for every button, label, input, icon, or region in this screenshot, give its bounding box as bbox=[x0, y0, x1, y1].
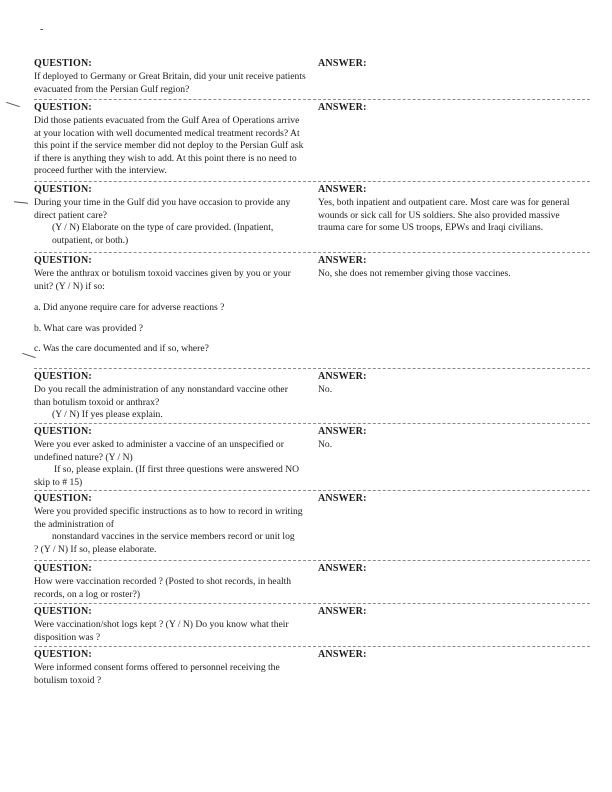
answer-block bbox=[318, 426, 586, 452]
answer-header: ANSWER: bbox=[318, 255, 367, 266]
answer-text: No. bbox=[318, 384, 333, 396]
row-divider bbox=[34, 99, 590, 100]
row-divider bbox=[34, 423, 590, 424]
question-subtext: nonstandard vaccines in the service members record or unit log bbox=[52, 531, 295, 543]
question-text: Were you provided specific instructions as to how to record in writing the administration of bbox=[34, 506, 303, 530]
question-header: QUESTION: bbox=[34, 371, 92, 382]
answer-text: No. bbox=[318, 439, 333, 451]
question-text: During your time in the Gulf did you have occasion to provide any direct patient care? bbox=[34, 197, 291, 221]
row-divider bbox=[34, 603, 590, 604]
question-subtext: ? (Y / N) If so, please elaborate. bbox=[34, 543, 157, 555]
answer-block bbox=[318, 58, 586, 71]
answer-block bbox=[318, 493, 586, 506]
question-header: QUESTION: bbox=[34, 255, 92, 266]
answer-block bbox=[318, 102, 586, 115]
sub-question-a: a. Did anyone require care for adverse reactions ? bbox=[34, 302, 225, 314]
question-block bbox=[34, 255, 306, 355]
question-block bbox=[34, 58, 306, 96]
question-text: Were you ever asked to administer a vaccine of an unspecified or undefined nature? (Y / N) bbox=[34, 439, 284, 463]
sub-question-c: c. Was the care documented and if so, where? bbox=[34, 343, 209, 355]
answer-block bbox=[318, 649, 586, 662]
margin-mark bbox=[14, 201, 28, 203]
page-mark: - bbox=[40, 24, 44, 35]
question-header: QUESTION: bbox=[34, 649, 92, 660]
answer-block bbox=[318, 184, 586, 235]
row-divider bbox=[34, 560, 590, 561]
question-block bbox=[34, 493, 306, 556]
question-header: QUESTION: bbox=[34, 563, 92, 574]
question-text: Do you recall the administration of any nonstandard vaccine other than botulism toxoid or anthrax? bbox=[34, 384, 288, 408]
margin-mark bbox=[6, 102, 20, 107]
row-divider bbox=[34, 490, 590, 491]
answer-header: ANSWER: bbox=[318, 184, 367, 195]
question-header: QUESTION: bbox=[34, 606, 92, 617]
question-text: Were informed consent forms offered to personnel receiving the botulism toxoid ? bbox=[34, 662, 280, 686]
row-divider bbox=[34, 368, 590, 369]
question-subtext: If so, please explain. (If first three questions were answered NO skip to # 15) bbox=[34, 464, 300, 488]
sub-question-b: b. What care was provided ? bbox=[34, 322, 144, 334]
answer-text: No, she does not remember giving those vaccines. bbox=[318, 268, 511, 280]
question-block bbox=[34, 563, 306, 601]
question-block bbox=[34, 426, 306, 489]
question-subtext: (Y / N) If yes please explain. bbox=[52, 409, 163, 421]
answer-text: Yes, both inpatient and outpatient care. Most care was for general wounds or sick call for US soldiers. She also provided massive trauma care for some US troops, EPWs and Iraqi civilians. bbox=[318, 197, 570, 234]
answer-header: ANSWER: bbox=[318, 563, 367, 574]
answer-header: ANSWER: bbox=[318, 371, 367, 382]
question-block bbox=[34, 649, 306, 687]
question-text: Were the anthrax or botulism toxoid vaccines given by you or your unit? (Y / N) if so: bbox=[34, 268, 291, 292]
answer-header: ANSWER: bbox=[318, 102, 367, 113]
question-block bbox=[34, 102, 306, 177]
question-block bbox=[34, 371, 306, 422]
question-text: Were vaccination/shot logs kept ? (Y / N) Do you know what their disposition was ? bbox=[34, 619, 289, 643]
answer-block bbox=[318, 255, 586, 281]
answer-block bbox=[318, 563, 586, 576]
question-block bbox=[34, 184, 306, 247]
row-divider bbox=[34, 252, 590, 253]
row-divider bbox=[34, 181, 590, 182]
question-text: How were vaccination recorded ? (Posted to shot records, in health records, on a log or roster?) bbox=[34, 576, 292, 600]
answer-block bbox=[318, 606, 586, 619]
row-divider bbox=[34, 646, 590, 647]
question-header: QUESTION: bbox=[34, 426, 92, 437]
answer-header: ANSWER: bbox=[318, 426, 367, 437]
question-text: Did those patients evacuated from the Gulf Area of Operations arrive at your location with well documented medical treatment records? At this point if the service member did not deploy to the Persian Gulf ask if there is anything they wish to add. At this point there is no need to proceed further with the interview. bbox=[34, 115, 304, 177]
answer-header: ANSWER: bbox=[318, 606, 367, 617]
answer-header: ANSWER: bbox=[318, 58, 367, 69]
question-header: QUESTION: bbox=[34, 58, 92, 69]
question-subtext: (Y / N) Elaborate on the type of care provided. (Inpatient, outpatient, or both.) bbox=[52, 222, 274, 246]
question-text: If deployed to Germany or Great Britain, did your unit receive patients evacuated from the Persian Gulf region? bbox=[34, 71, 306, 95]
question-header: QUESTION: bbox=[34, 493, 92, 504]
question-block bbox=[34, 606, 306, 644]
question-header: QUESTION: bbox=[34, 184, 92, 195]
answer-header: ANSWER: bbox=[318, 493, 367, 504]
question-header: QUESTION: bbox=[34, 102, 92, 113]
answer-block bbox=[318, 371, 586, 397]
answer-header: ANSWER: bbox=[318, 649, 367, 660]
